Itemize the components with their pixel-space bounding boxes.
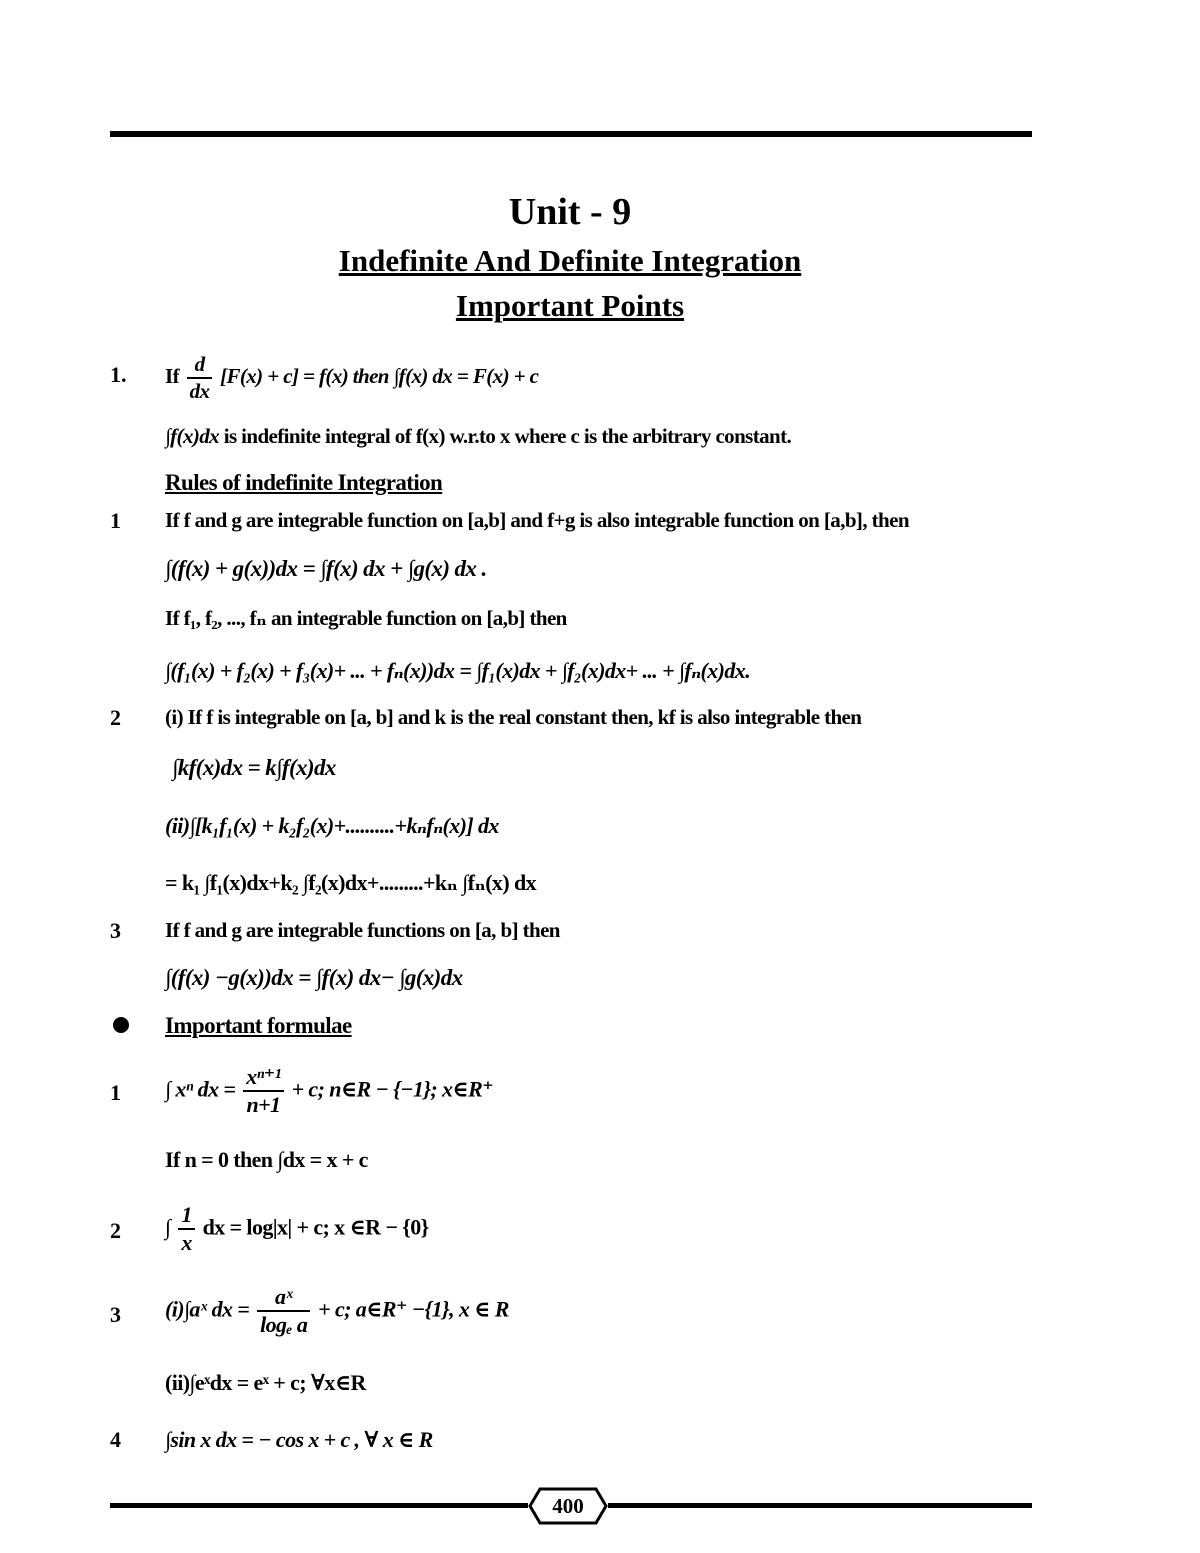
note-text: is indefinite integral of f(x) w.r.to x where c is the arbitrary constant.	[223, 424, 792, 448]
point-1-note-line	[165, 424, 791, 449]
formula-1-number: 1	[110, 1080, 121, 1105]
formula-1-lhs: ∫ xⁿ dx =	[165, 1076, 236, 1102]
top-rule	[110, 131, 1032, 137]
formula-3-rhs: + c; a∈R⁺ −{1}, x ∈ R	[318, 1296, 509, 1322]
formula-1-denominator: n+1	[246, 1092, 281, 1118]
formula-4	[0, 1427, 1200, 1467]
rules-heading-row	[0, 470, 1200, 510]
formula-1-rhs: + c; n∈R − {−1}; x∈R⁺	[291, 1076, 494, 1102]
formulae-heading-row	[0, 1013, 1200, 1053]
rule-1-text2: If f₁, f₂, ..., fₙ an integrable function on [a,b] then	[165, 606, 567, 630]
formula-2-lhs: ∫	[165, 1214, 171, 1240]
rule-2-formula-row	[0, 755, 1200, 795]
rule-1-formula2-row	[0, 658, 1200, 698]
formula-2-denominator: x	[181, 1230, 192, 1256]
formula-1	[0, 1064, 1200, 1120]
point-1-number: 1.	[110, 362, 127, 387]
formula-1-expression	[165, 1064, 493, 1119]
formula-4-number: 4	[110, 1427, 121, 1452]
note-integral: ∫f(x)dx	[165, 424, 220, 448]
point-1-note	[0, 424, 1200, 464]
point-1	[0, 352, 1200, 404]
rule-3-text: If f and g are integrable functions on [a, b] then	[165, 918, 560, 942]
unit-title: Unit - 9	[508, 191, 632, 233]
rule-1-formula: ∫(f(x) + g(x))dx = ∫f(x) dx + ∫g(x) dx .	[165, 556, 487, 581]
chapter-title: Indefinite And Definite Integration	[338, 243, 802, 278]
rule-2-formula3: = k₁ ∫f₁(x)dx+k₂ ∫f₂(x)dx+.........+kₙ ∫fₙ(x) dx	[165, 870, 536, 895]
formula-3-numerator: aˣ	[257, 1284, 310, 1312]
rule-2-formula2: (ii)∫[k₁f₁(x) + k₂f₂(x)+..........+kₙfₙ(x)] dx	[165, 813, 499, 838]
rule-1-text: If f and g are integrable function on [a,b] and f+g is also integrable function on [a,b], then	[165, 508, 909, 532]
formula-2-expression	[165, 1202, 429, 1257]
rules-heading: Rules of indefinite Integration	[165, 470, 443, 495]
formula-2-fraction	[178, 1202, 194, 1257]
rule-1-number: 1	[110, 508, 121, 533]
page-number-badge	[528, 1487, 608, 1525]
rule-2-formula: ∫kf(x)dx = k∫f(x)dx	[172, 755, 336, 780]
formula-2-rhs: dx = log|x| + c; x ∈R − {0}	[202, 1214, 429, 1240]
formula-1-note: If n = 0 then ∫dx = x + c	[165, 1147, 368, 1172]
rule-3-number: 3	[110, 918, 121, 943]
rule-1-formula-row	[0, 556, 1200, 596]
formula-1-numerator: xⁿ⁺¹	[243, 1064, 283, 1092]
formula-2-number: 2	[110, 1218, 121, 1243]
rule-2-formula3-row	[0, 870, 1200, 910]
point-1-if: If	[165, 364, 179, 388]
section-title: Important Points	[455, 288, 685, 323]
formula-3-denominator: logₑ a	[260, 1312, 308, 1338]
formula-3-expression	[165, 1284, 509, 1339]
formula-3-lhs: (i)∫aˣ dx =	[165, 1296, 250, 1322]
formulae-heading: Important formulae	[165, 1013, 352, 1038]
derivative-fraction	[187, 352, 213, 404]
page-number: 400	[552, 1493, 584, 1518]
formula-1-fraction	[243, 1064, 283, 1119]
formula-1-note-row	[0, 1147, 1200, 1187]
formula-3-note-row	[0, 1370, 1200, 1410]
formula-3	[0, 1284, 1200, 1344]
rule-1	[0, 508, 1200, 548]
point-1-statement	[165, 352, 538, 404]
rule-3-formula-row	[0, 965, 1200, 1005]
rule-2-number: 2	[110, 705, 121, 730]
rule-3-formula: ∫(f(x) −g(x))dx = ∫f(x) dx− ∫g(x)dx	[165, 965, 463, 990]
rule-1-formula2: ∫(f₁(x) + f₂(x) + f₃(x)+ ... + fₙ(x))dx = ∫f₁(x)dx + ∫f₂(x)dx+ ... + ∫fₙ(x)dx.	[165, 658, 751, 683]
formula-3-fraction	[257, 1284, 310, 1339]
bullet-icon	[113, 1017, 129, 1033]
formula-2	[0, 1202, 1200, 1258]
point-1-rest: [F(x) + c] = f(x) then ∫f(x) dx = F(x) + c	[220, 364, 539, 388]
rule-2	[0, 705, 1200, 745]
rule-3	[0, 918, 1200, 958]
rule-1-text2-row	[0, 605, 1200, 645]
rule-2-formula2-row	[0, 813, 1200, 853]
formula-4-expression: ∫sin x dx = − cos x + c , ∀ x ∈ R	[165, 1427, 433, 1452]
rule-2-text: (i) If f is integrable on [a, b] and k is the real constant then, kf is also integrable then	[165, 705, 862, 729]
formula-2-numerator: 1	[178, 1202, 194, 1230]
formula-3-number: 3	[110, 1302, 121, 1327]
derivative-numerator: d	[187, 352, 213, 379]
formula-3-note: (ii)∫eˣdx = eˣ + c; ∀x∈R	[165, 1370, 366, 1395]
derivative-denominator: dx	[189, 379, 210, 404]
